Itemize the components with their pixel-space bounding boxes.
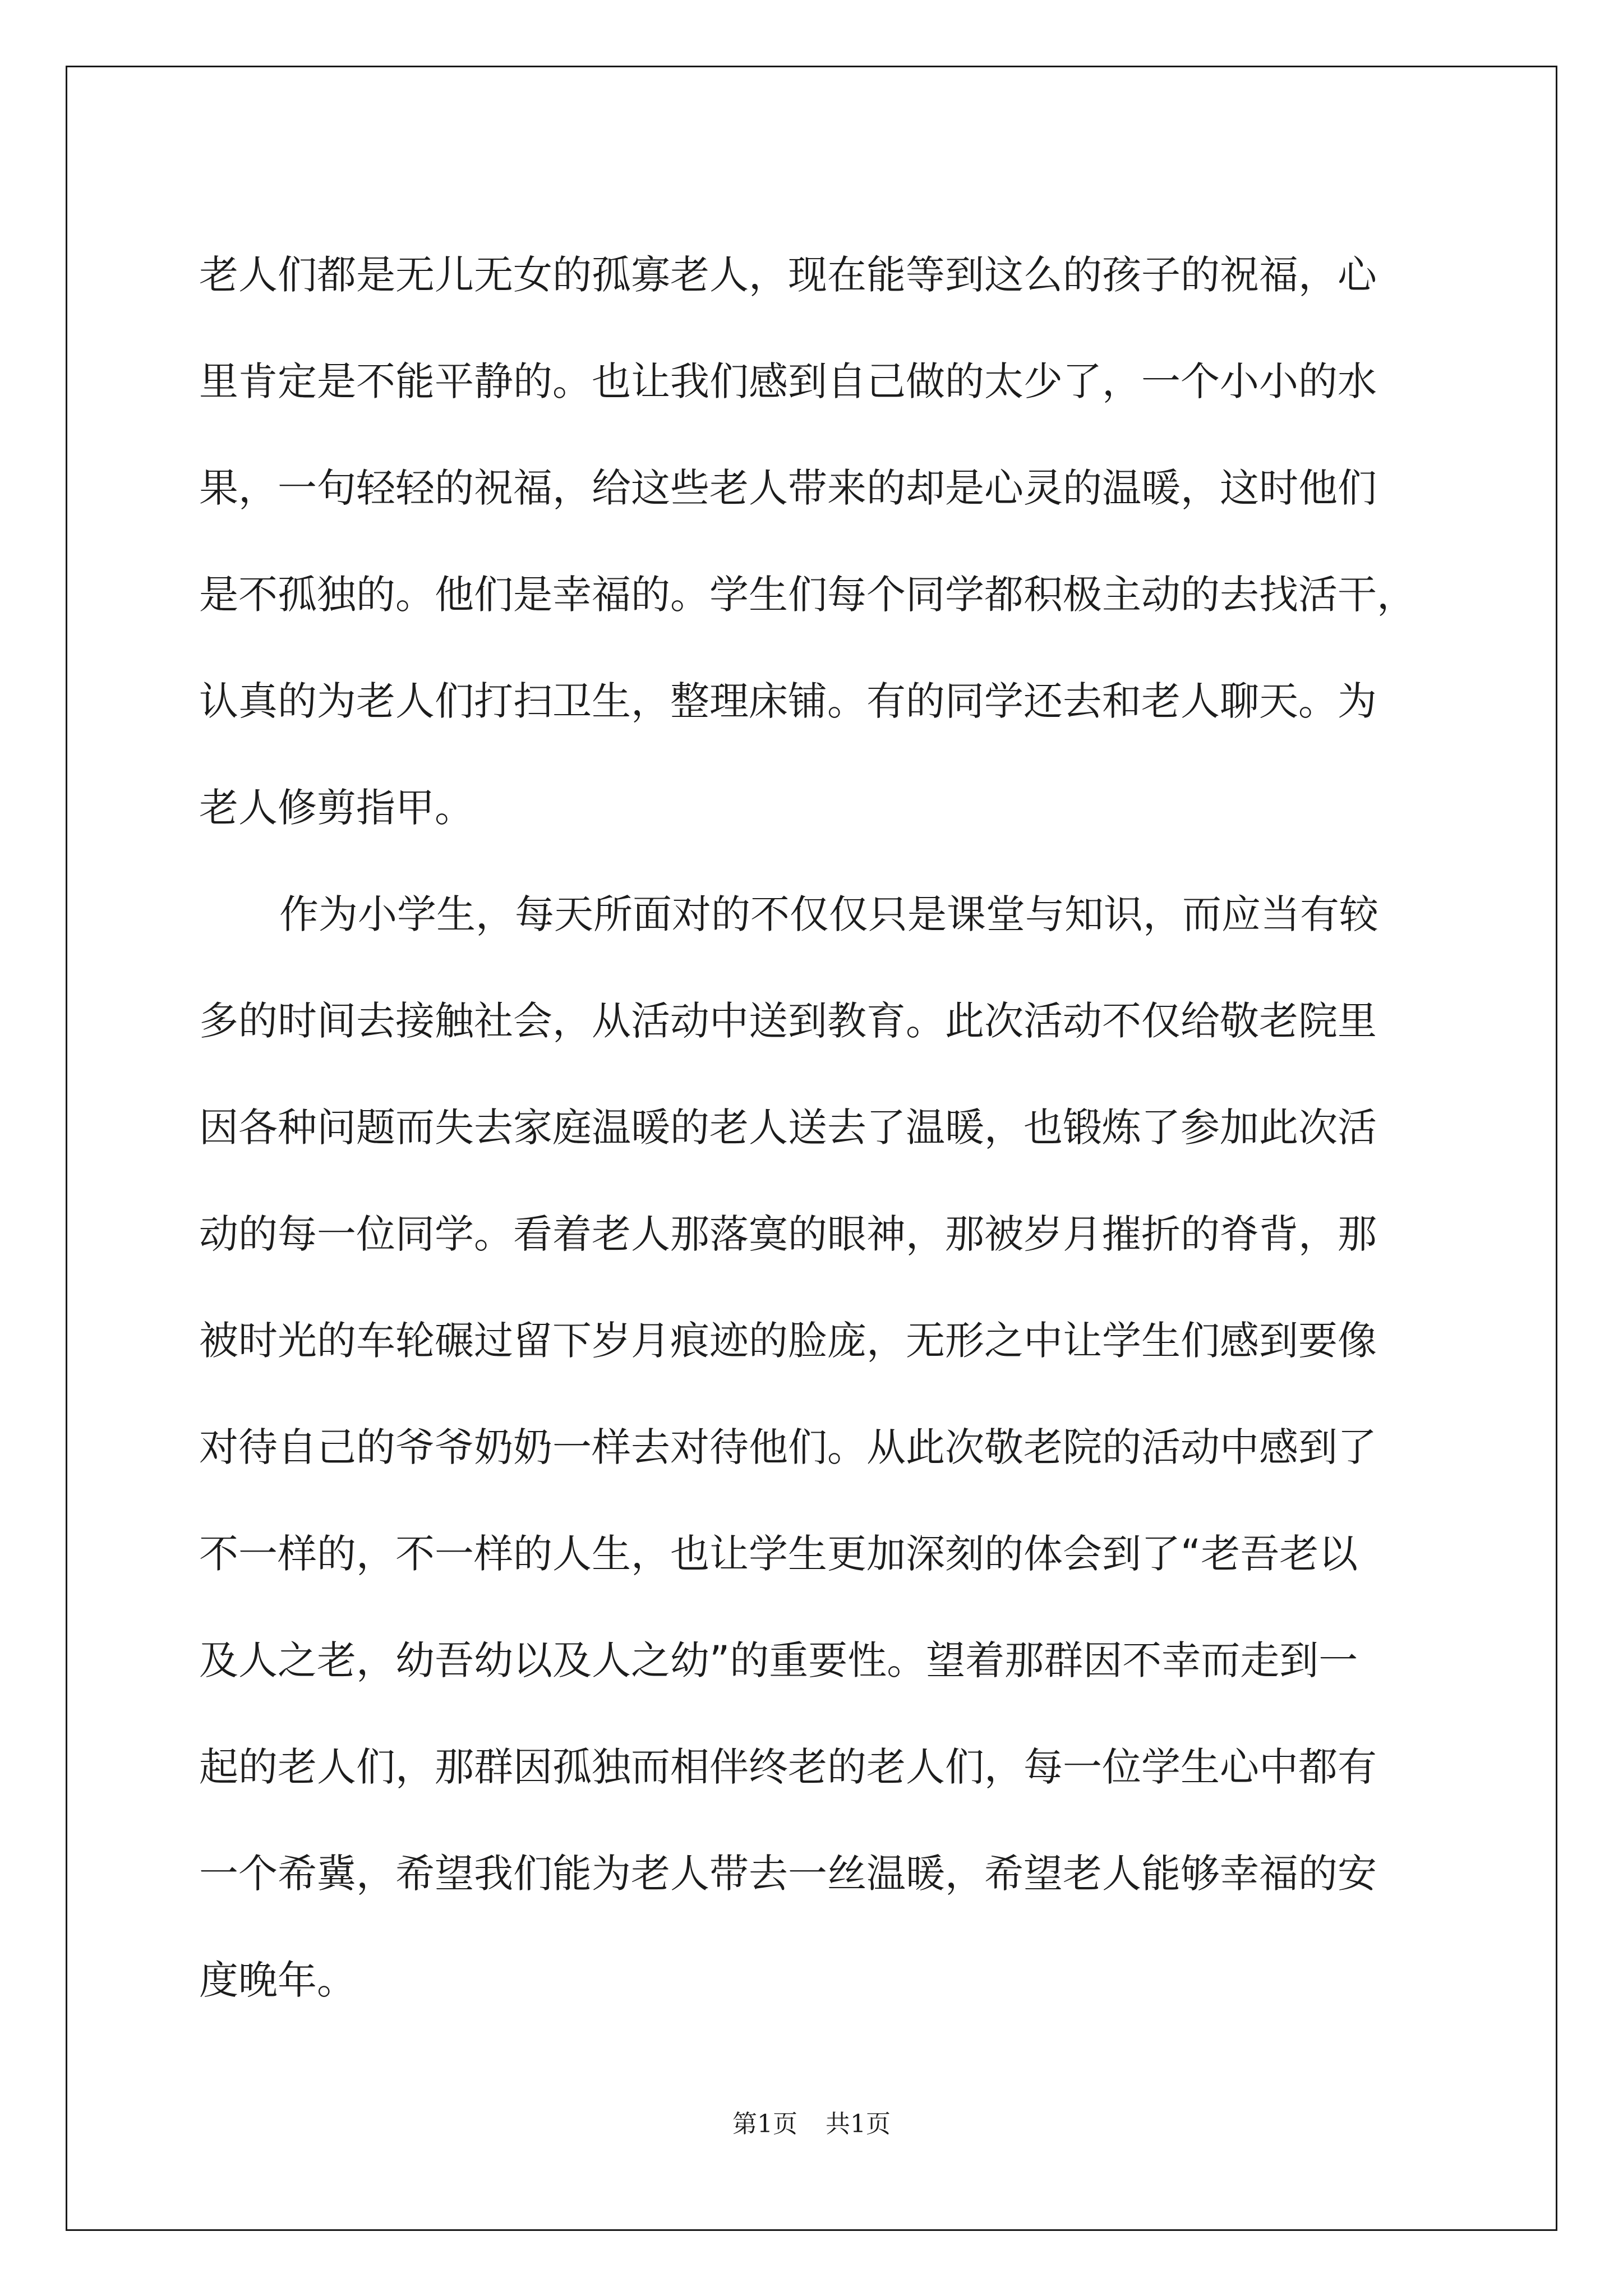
text-line: 老人修剪指甲。 xyxy=(199,785,474,831)
text-line: 作为小学生，每天所面对的不仅仅只是课堂与知识，而应当有较 xyxy=(279,891,1378,937)
text-line: 认真的为老人们打扫卫生，整理床铺。有的同学还去和老人聊天。为 xyxy=(199,678,1377,724)
text-line: 被时光的车轮碾过留下岁月痕迹的脸庞，无形之中让学生们感到要像 xyxy=(199,1318,1377,1364)
text-line: 一个希冀，希望我们能为老人带去一丝温暖，希望老人能够幸福的安 xyxy=(199,1851,1377,1897)
text-line: 里肯定是不能平静的。也让我们感到自己做的太少了，一个小小的水 xyxy=(199,358,1377,404)
text-line: 对待自己的爷爷奶奶一样去对待他们。从此次敬老院的活动中感到了 xyxy=(199,1424,1377,1470)
text-line: 是不孤独的。他们是幸福的。学生们每个同学都积极主动的去找活干， xyxy=(199,572,1416,618)
text-line: 不一样的，不一样的人生，也让学生更加深刻的体会到了“老吾老以 xyxy=(199,1531,1358,1577)
page-footer xyxy=(0,2104,1623,2139)
text-line: 多的时间去接触社会，从活动中送到教育。此次活动不仅给敬老院里 xyxy=(199,998,1377,1044)
page-number: 第1页 xyxy=(732,2110,797,2138)
page-total: 共1页 xyxy=(826,2110,891,2138)
text-line: 因各种问题而失去家庭温暖的老人送去了温暖，也锻炼了参加此次活 xyxy=(199,1105,1377,1151)
text-line: 动的每一位同学。看着老人那落寞的眼神，那被岁月摧折的脊背，那 xyxy=(199,1211,1377,1257)
text-line: 及人之老，幼吾幼以及人之幼”的重要性。望着那群因不幸而走到一 xyxy=(199,1637,1358,1683)
text-line: 起的老人们，那群因孤独而相伴终老的老人们，每一位学生心中都有 xyxy=(199,1744,1377,1790)
text-line: 果，一句轻轻的祝福，给这些老人带来的却是心灵的温暖，这时他们 xyxy=(199,465,1377,511)
text-line: 老人们都是无儿无女的孤寡老人，现在能等到这么的孩子的祝福，心 xyxy=(199,252,1377,298)
text-line: 度晚年。 xyxy=(199,1957,356,2003)
